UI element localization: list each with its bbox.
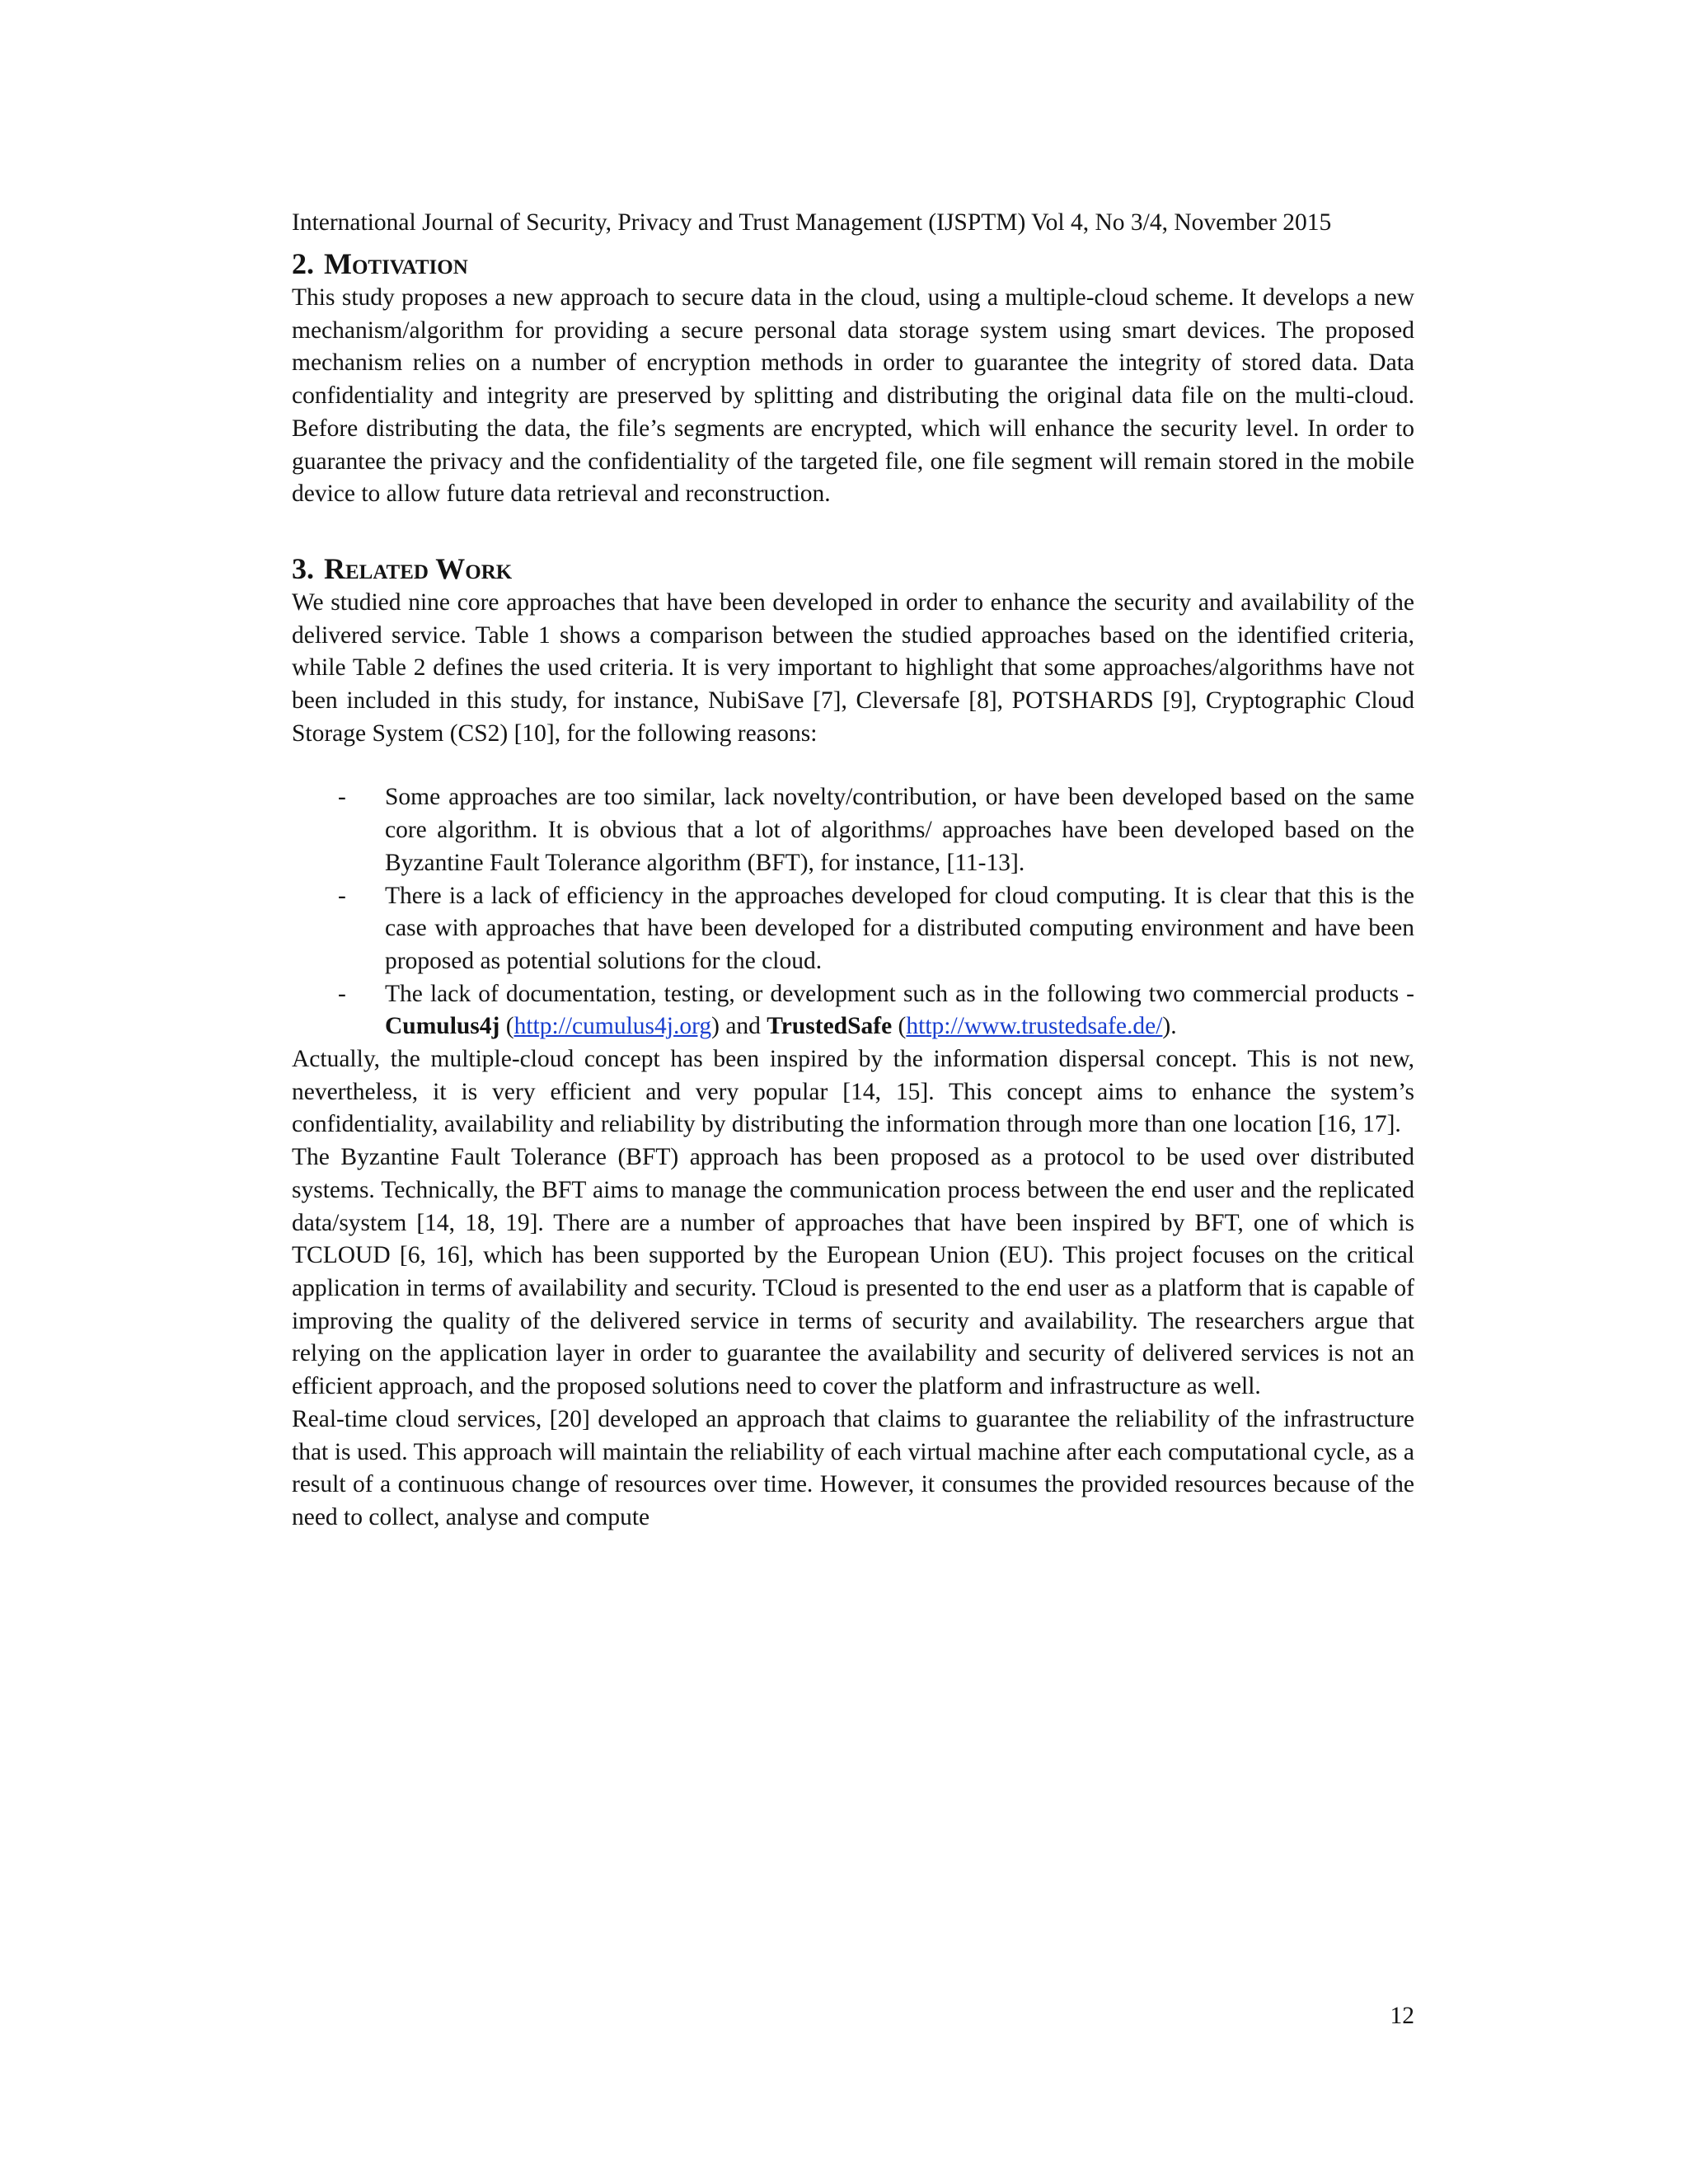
related-work-intro-paragraph: We studied nine core approaches that have been developed in order to enhance the security and availability of the delivered service. Table 1 shows a comparison between the studied approaches based on the identified criteria, while Table 2 defines the used criteria. It is very important to highlight that some approaches/algorithms have not been included in this study, for instance, NubiSave [7], Cleversafe [8], POTSHARDS [9], Cryptographic Cloud Storage System (CS2) [10], for the following reasons: — [292, 588, 1414, 747]
section-number: 2. — [292, 247, 314, 280]
excluded-approaches-reasons-list — [292, 781, 1414, 1043]
list-item — [292, 781, 1414, 879]
bullet-dash: - — [338, 882, 346, 909]
section-title: Motivation — [324, 247, 468, 280]
list-item — [292, 880, 1414, 978]
reason-text: There is a lack of efficiency in the approaches developed for cloud computing. It is clear that this is the case with approaches that have been developed for a distributed computing environment and have been proposed as potential solutions for the cloud. — [385, 882, 1414, 974]
section-heading-related-work — [292, 551, 1414, 587]
bullet-dash: - — [338, 784, 346, 811]
section-heading-motivation — [292, 246, 1414, 282]
page-content — [292, 208, 1414, 1535]
link-close-paren: ). — [1162, 1013, 1177, 1040]
realtime-cloud-paragraph: Real-time cloud services, [20] developed an approach that claims to guarantee the reliability of the infrastructure that is used. This approach will maintain the reliability of each virtual machine after each computational cycle, as a result of a continuous change of resources over time. However, it consumes the provided resources because of the need to collect, analyse and compute — [292, 1405, 1414, 1530]
list-item — [292, 978, 1414, 1043]
section-title: Related Work — [324, 551, 513, 585]
reason-text: The lack of documentation, testing, or development such as in the following two commercial products - — [385, 980, 1414, 1007]
cumulus4j-link[interactable]: http://cumulus4j.org — [513, 1013, 712, 1040]
link-close-paren: ) and — [711, 1013, 767, 1040]
link-open-paren: ( — [892, 1013, 907, 1040]
reason-text: Some approaches are too similar, lack novelty/contribution, or have been developed based on the same core algorithm. It is obvious that a lot of algorithms/ approaches have been developed based on the Byzantine Fault Tolerance algorithm (BFT), for instance, [11-13]. — [385, 784, 1414, 876]
information-dispersal-paragraph: Actually, the multiple-cloud concept has been inspired by the information dispersal concept. This is not new, nevertheless, it is very efficient and very popular [14, 15]. This concept aims to enhance the system’s confidentiality, availability and reliability by distributing the information through more than one location [16, 17]. — [292, 1046, 1414, 1138]
product-name-trustedsafe: TrustedSafe — [767, 1013, 893, 1040]
page-number: 12 — [1390, 2003, 1414, 2029]
trustedsafe-link[interactable]: http://www.trustedsafe.de/ — [906, 1013, 1163, 1040]
product-name-cumulus4j: Cumulus4j — [385, 1013, 500, 1040]
running-header: International Journal of Security, Privacy and Trust Management (IJSPTM) Vol 4, No 3/4, November 2015 — [292, 209, 1332, 236]
link-open-paren: ( — [499, 1013, 514, 1040]
motivation-paragraph: This study proposes a new approach to secure data in the cloud, using a multiple-cloud scheme. It develops a new mechanism/algorithm for providing a secure personal data storage system using smart devices. The proposed mechanism relies on a number of encryption methods in order to guarantee the integrity of stored data. Data confidentiality and integrity are preserved by splitting and distributing the original data file on the multi-cloud. Before distributing the data, the file’s segments are encrypted, which will enhance the security level. In order to guarantee the privacy and the confidentiality of the targeted file, one file segment will remain stored in the mobile device to allow future data retrieval and reconstruction. — [292, 284, 1414, 508]
bullet-dash: - — [338, 980, 346, 1007]
section-number: 3. — [292, 551, 314, 585]
bft-paragraph: The Byzantine Fault Tolerance (BFT) approach has been proposed as a protocol to be used over distributed systems. Technically, the BFT aims to manage the communication process between the end user and the replicated data/system [14, 18, 19]. There are a number of approaches that have been inspired by BFT, one of which is TCLOUD [6, 16], which has been supported by the European Union (EU). This project focuses on the critical application in terms of availability and security. TCloud is presented to the end user as a platform that is capable of improving the quality of the delivered service in terms of security and availability. The researchers argue that relying on the application layer in order to guarantee the availability and security of delivered services is not an efficient approach, and the proposed solutions need to cover the platform and infrastructure as well. — [292, 1144, 1414, 1400]
